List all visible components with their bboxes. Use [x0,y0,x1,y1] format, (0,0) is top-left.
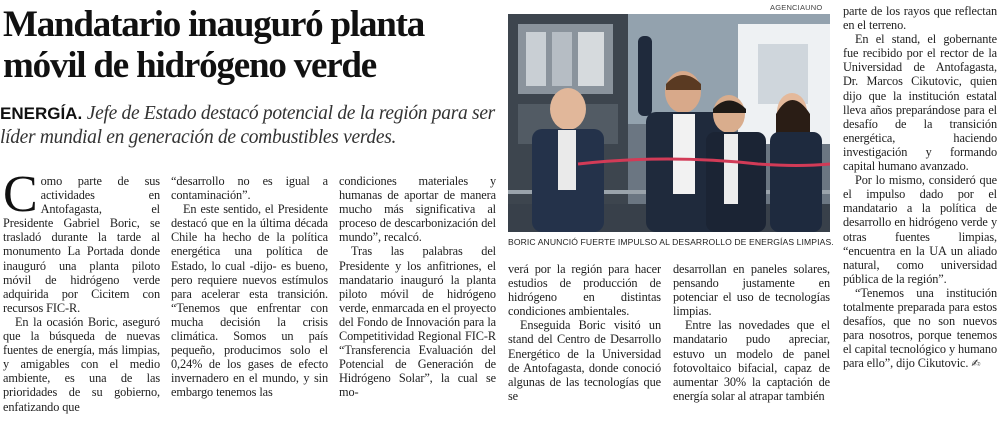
paragraph: En este sentido, el Presidente destacó que en la última década Chile ha hecho de la política energética una política de Estado, lo cual -dijo- es bueno, pero requiere nuevos estímulos para acelerar esta transición. “Tenemos que enfrentar con mucha decisión la crisis climática. Somos un país pequeño, producimos solo el 0,24% de los gases de efecto invernadero en el mundo, y sin embargo tenemos las [171,202,328,400]
headline [3,4,503,86]
headline-line-2: móvil de hidrógeno verde [3,45,377,86]
article-column-3 [339,174,496,400]
paragraph: Entre las novedades que el mandatario pudo apreciar, estuvo un modelo de panel fotovoltaico bifacial, capaz de aumentar 30% la captación de energía solar al atrapar también [673,318,830,403]
article-column-2 [171,174,328,400]
paragraph: Enseguida Boric visitó un stand del Centro de Desarrollo Energético de la Universidad de Antofagasta, donde conoció algunas de las tecnologías que se [508,318,661,403]
paragraph: parte de los rayos que reflectan en el terreno. [843,4,997,33]
paragraph-text: omo parte de sus actividades en Antofagasta, el Presidente Gabriel Boric, se trasladó durante la tarde al monumento La Portada donde inauguró una planta piloto móvil de hidrógeno verde adquirida por Cicitem con recursos FIC-R. [3,174,160,315]
photo-illustration [508,14,830,232]
paragraph [3,166,160,315]
photo-caption: BORIC ANUNCIÓ FUERTE IMPULSO AL DESARROLLO DE ENERGÍAS LIMPIAS. [508,237,834,247]
news-photo [508,14,830,232]
paragraph: Tras las palabras del Presidente y los anfitriones, el mandatario inauguró la planta piloto móvil de hidrógeno verde, enmarcada en el proyecto del Fondo de Innovación para la Competitividad Regional FIC-R “Transferencia Evaluación del Potencial de Generación de Hidrógeno Solar”, la cual se mo- [339,244,496,400]
deck [0,102,500,150]
article-column-4 [508,262,661,403]
paragraph: En la ocasión Boric, aseguró que la búsqueda de nuevas fuentes de energía, más limpias, y amigables con el medio ambiente, es una de las prioridades de su gobierno, enfatizando que [3,314,160,414]
end-mark-icon: ✍ [971,357,981,371]
paragraph: desarrollan en paneles solares, pensando justamente en potenciar el uso de tecnologías limpias. [673,262,830,319]
article-column-5 [673,262,830,403]
paragraph: verá por la región para hacer estudios de producción de hidrógeno en distintas condiciones ambientales. [508,262,661,319]
paragraph [843,286,997,372]
article-column-1 [3,166,160,414]
dropcap: C [3,166,38,223]
headline-line-1: Mandatario inauguró planta [3,4,425,45]
paragraph: En el stand, el gobernante fue recibido por el rector de la Universidad de Antofagasta, Dr. Marcos Cikutovic, quien dijo que la institución estatal lleva años preparándose para el desafío de la transición energética, haciendo investigación y formando capital humano avanzado. [843,32,997,174]
deck-text: Jefe de Estado destacó potencial de la región para ser líder mundial en generación de combustibles verdes. [0,103,495,148]
paragraph: “desarrollo no es igual a contaminación”. [171,174,328,203]
paragraph-text: “Tenemos una institución totalmente preparada para estos desafíos, que no son nuevos para nosotros, porque tenemos el capital tecnológico y humano para ello”, dijo Cikutovic. [843,285,997,371]
paragraph: condiciones materiales y humanas de aportar de manera mucho más significativa al proceso de descarbonización del mundo”, recalcó. [339,174,496,245]
photo-credit: AGENCIAUNO [770,3,823,12]
paragraph: Por lo mismo, consideró que el impulso dado por el mandatario a la política de desarrollo en hidrógeno verde y otras fuentes limpias, “encuentra en la UA un aliado natural, como universidad pública de la región”. [843,173,997,286]
kicker: ENERGÍA. [0,104,83,123]
article-column-6 [843,4,997,371]
